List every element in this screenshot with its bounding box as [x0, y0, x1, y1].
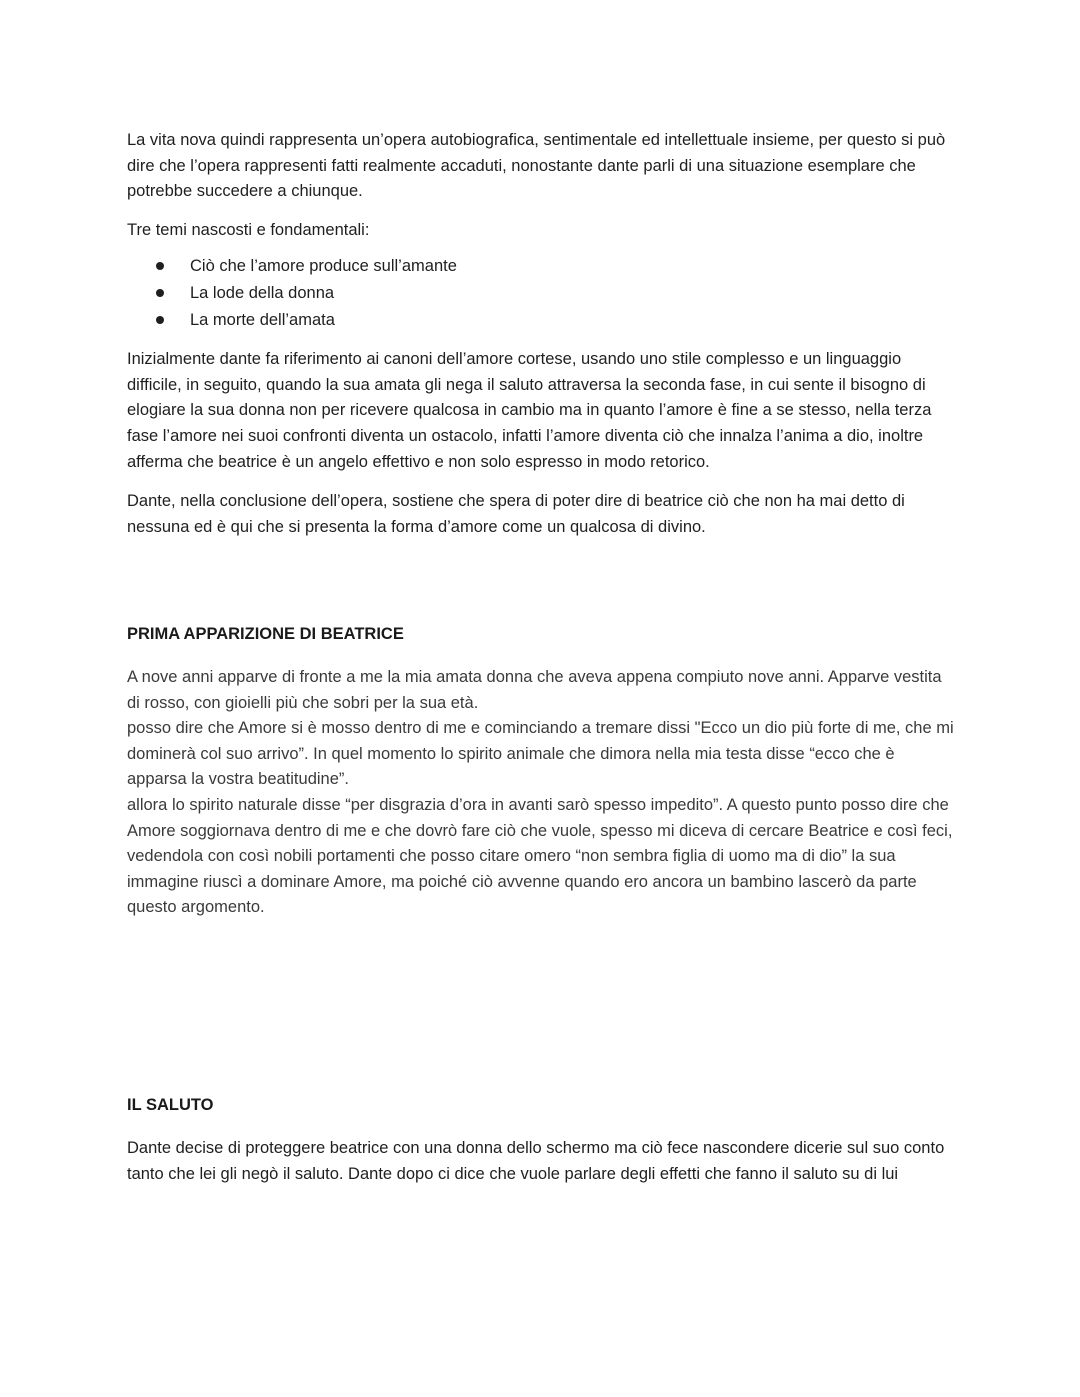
bullet-icon — [156, 316, 164, 324]
bullet-icon — [156, 262, 164, 270]
theme-label: La lode della donna — [190, 283, 335, 302]
bullet-icon — [156, 289, 164, 297]
intro-paragraph: La vita nova quindi rappresenta un’opera autobiografica, sentimentale ed intellettuale insieme, per questo si può dire che l’opera rappresenti fatti realmente accaduti, nonostante dante parli di una situazione esemplare che potrebbe succedere a chiunque. — [127, 131, 946, 201]
il-saluto-text — [127, 1136, 957, 1187]
theme-label: Ciò che l’amore produce sull’amante — [190, 257, 457, 276]
text-paragraph: Dante decise di proteggere beatrice con una donna dello schermo ma ciò fece nascondere dicerie sul suo conto tanto che lei gli negò il saluto. Dante dopo ci dice che vuole parlare degli effetti che fanno il saluto su di lui — [127, 1139, 945, 1183]
list-item — [127, 280, 957, 307]
themes-list — [127, 253, 957, 333]
list-item — [127, 307, 957, 334]
section-title-prima-apparizione: PRIMA APPARIZIONE DI BEATRICE — [127, 625, 404, 643]
prima-apparizione-text — [127, 665, 957, 921]
theme-label: La morte dell’amata — [190, 310, 335, 329]
text-paragraph: posso dire che Amore si è mosso dentro di me e cominciando a tremare dissi "Ecco un dio più forte di me, che mi dominerà col suo arrivo”. In quel momento lo spirito animale che dimora nella mia testa disse “ecco che è apparsa la vostra beatitudine”. — [127, 719, 954, 789]
conclusion-paragraph: Dante, nella conclusione dell’opera, sostiene che spera di poter dire di beatrice ciò che non ha mai detto di nessuna ed è qui che si presenta la forma d’amore come un qualcosa di divino. — [127, 492, 905, 536]
text-paragraph: A nove anni apparve di fronte a me la mia amata donna che aveva appena compiuto nove anni. Apparve vestita di rosso, con gioielli più che sobri per la sua età. — [127, 668, 942, 712]
themes-intro: Tre temi nascosti e fondamentali: — [127, 220, 370, 239]
text-paragraph: allora lo spirito naturale disse “per disgrazia d’ora in avanti sarò spesso impedito”. A questo punto posso dire che Amore soggiornava dentro di me e che dovrò fare ciò che vuole, spesso mi diceva di cercare Beatrice e così feci, vedendola con così nobili portamenti che posso citare omero “non sembra figlia di uomo ma di dio” la sua immagine riuscì a dominare Amore, ma poiché ciò avvenne quando ero ancora un bambino lascerò da parte questo argomento. — [127, 795, 953, 917]
intro-section — [127, 128, 957, 540]
list-item — [127, 253, 957, 280]
phases-paragraph: Inizialmente dante fa riferimento ai canoni dell’amore cortese, usando uno stile complesso e un linguaggio difficile, in seguito, quando la sua amata gli nega il saluto attraversa la seconda fase, in cui sente il bisogno di elogiare la sua donna non per ricevere qualcosa in cambio ma in quanto l’amore è fine a se stesso, nella terza fase l’amore nei suoi confronti diventa un ostacolo, infatti l’amore diventa ciò che innalza l’anima a dio, inoltre afferma che beatrice è un angelo effettivo e non solo espresso in modo retorico. — [127, 350, 932, 471]
section-title-il-saluto: IL SALUTO — [127, 1096, 214, 1114]
